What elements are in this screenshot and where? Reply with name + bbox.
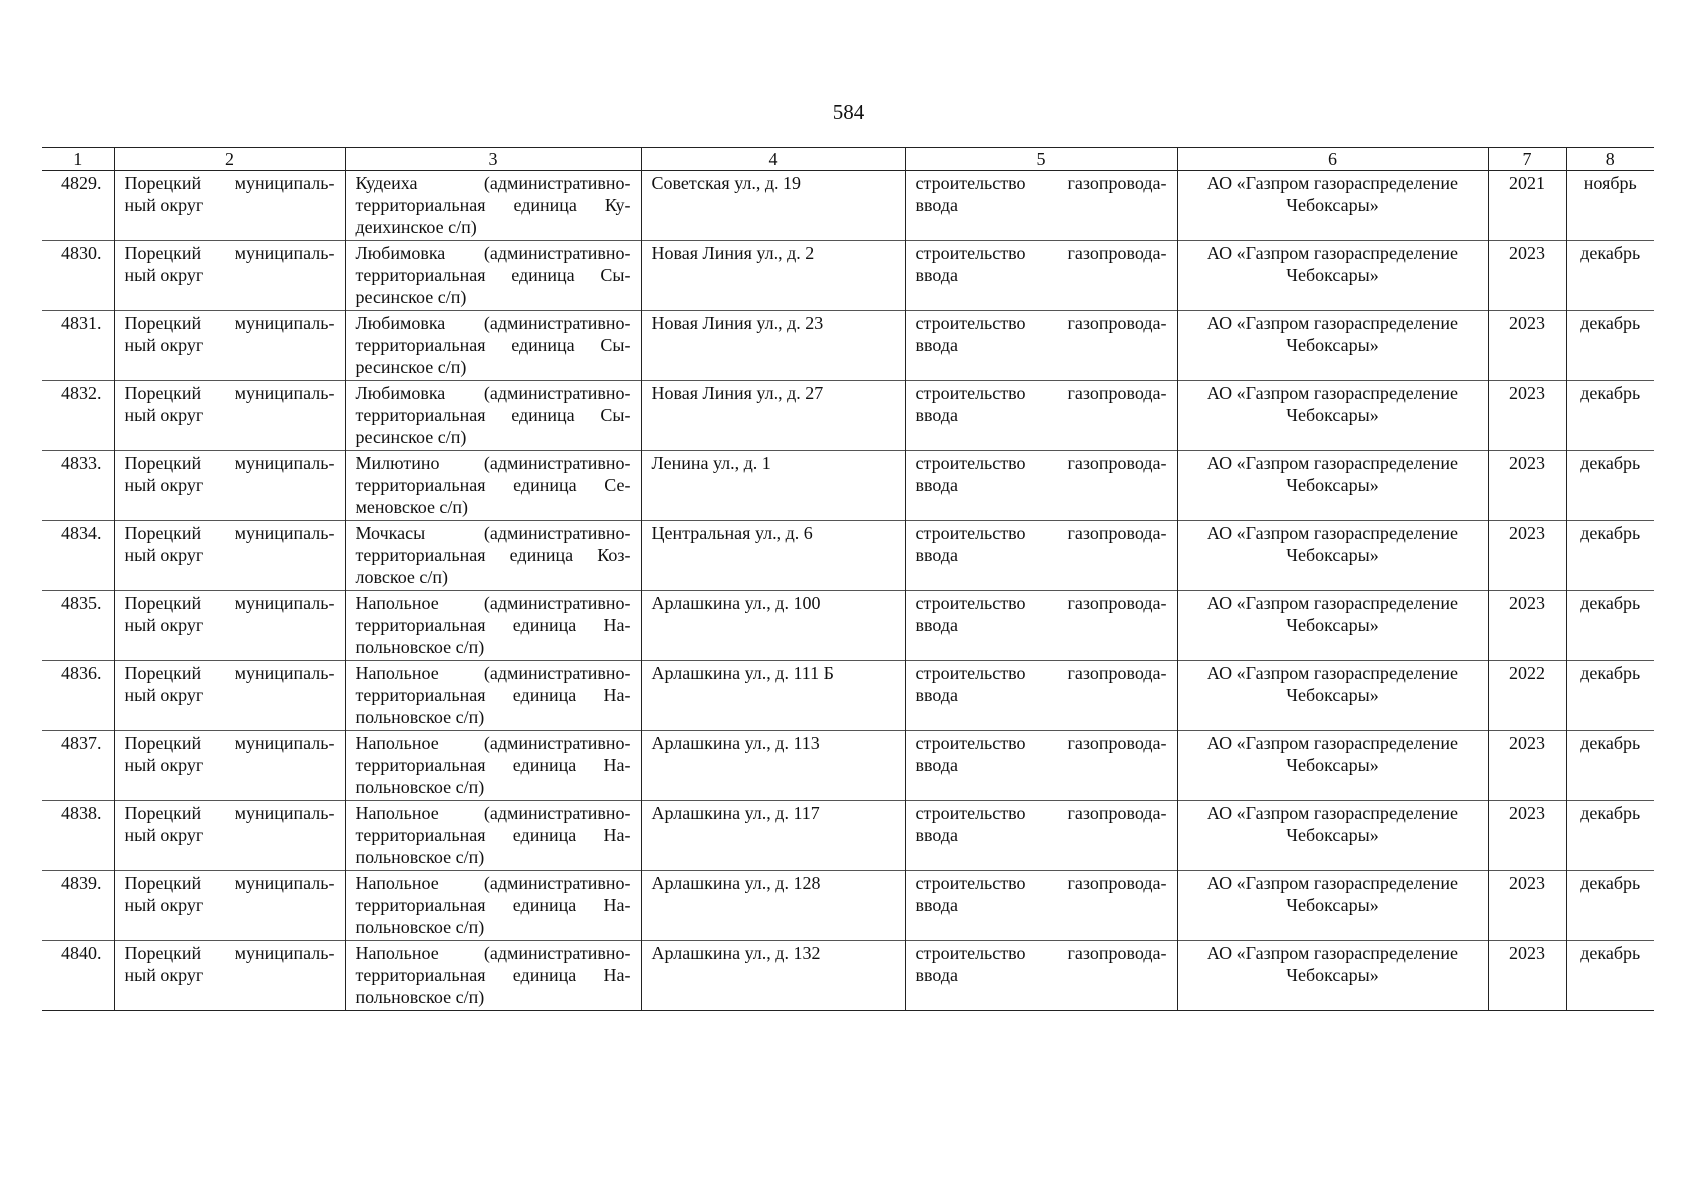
settlement-cell: Любимовка (административно-территориальная единица Сы-ресинское с/п) [345, 241, 641, 311]
organization-cell: АО «Газпром газораспределение Чебоксары» [1177, 171, 1488, 241]
address-cell: Арлашкина ул., д. 100 [641, 591, 905, 661]
address-cell: Советская ул., д. 19 [641, 171, 905, 241]
year-cell: 2021 [1488, 171, 1566, 241]
table-row [42, 941, 1654, 1011]
column-header: 4 [641, 148, 905, 171]
address-cell: Ленина ул., д. 1 [641, 451, 905, 521]
row-number: 4833. [42, 451, 114, 521]
work-type-cell: строительство газопровода-ввода [905, 311, 1177, 381]
work-type-cell: строительство газопровода-ввода [905, 521, 1177, 591]
work-type-cell: строительство газопровода-ввода [905, 941, 1177, 1011]
year-cell: 2023 [1488, 731, 1566, 801]
settlement-cell: Мочкасы (административно-территориальная единица Коз-ловское с/п) [345, 521, 641, 591]
table-row [42, 171, 1654, 241]
work-type-cell: строительство газопровода-ввода [905, 381, 1177, 451]
column-header: 6 [1177, 148, 1488, 171]
organization-cell: АО «Газпром газораспределение Чебоксары» [1177, 451, 1488, 521]
table-row [42, 661, 1654, 731]
row-number: 4836. [42, 661, 114, 731]
organization-cell: АО «Газпром газораспределение Чебоксары» [1177, 591, 1488, 661]
header-row [42, 148, 1654, 171]
settlement-cell: Напольное (административно-территориальная единица На-польновское с/п) [345, 731, 641, 801]
district-cell: Порецкий муниципаль-ный округ [114, 731, 345, 801]
column-header: 3 [345, 148, 641, 171]
year-cell: 2023 [1488, 591, 1566, 661]
year-cell: 2023 [1488, 241, 1566, 311]
column-header: 2 [114, 148, 345, 171]
organization-cell: АО «Газпром газораспределение Чебоксары» [1177, 241, 1488, 311]
month-cell: ноябрь [1566, 171, 1654, 241]
month-cell: декабрь [1566, 591, 1654, 661]
table-row [42, 521, 1654, 591]
month-cell: декабрь [1566, 311, 1654, 381]
row-number: 4839. [42, 871, 114, 941]
year-cell: 2023 [1488, 311, 1566, 381]
month-cell: декабрь [1566, 381, 1654, 451]
organization-cell: АО «Газпром газораспределение Чебоксары» [1177, 801, 1488, 871]
work-type-cell: строительство газопровода-ввода [905, 871, 1177, 941]
month-cell: декабрь [1566, 521, 1654, 591]
settlement-cell: Напольное (административно-территориальная единица На-польновское с/п) [345, 801, 641, 871]
organization-cell: АО «Газпром газораспределение Чебоксары» [1177, 871, 1488, 941]
row-number: 4837. [42, 731, 114, 801]
page-number: 584 [832, 100, 865, 124]
month-cell: декабрь [1566, 241, 1654, 311]
month-cell: декабрь [1566, 661, 1654, 731]
row-number: 4832. [42, 381, 114, 451]
work-type-cell: строительство газопровода-ввода [905, 661, 1177, 731]
row-number: 4835. [42, 591, 114, 661]
address-cell: Арлашкина ул., д. 113 [641, 731, 905, 801]
year-cell: 2022 [1488, 661, 1566, 731]
settlement-cell: Милютино (административно-территориальная единица Се-меновское с/п) [345, 451, 641, 521]
month-cell: декабрь [1566, 941, 1654, 1011]
district-cell: Порецкий муниципаль-ный округ [114, 801, 345, 871]
organization-cell: АО «Газпром газораспределение Чебоксары» [1177, 521, 1488, 591]
work-type-cell: строительство газопровода-ввода [905, 801, 1177, 871]
address-cell: Арлашкина ул., д. 128 [641, 871, 905, 941]
organization-cell: АО «Газпром газораспределение Чебоксары» [1177, 731, 1488, 801]
row-number: 4829. [42, 171, 114, 241]
row-number: 4834. [42, 521, 114, 591]
column-header: 8 [1566, 148, 1654, 171]
month-cell: декабрь [1566, 871, 1654, 941]
organization-cell: АО «Газпром газораспределение Чебоксары» [1177, 311, 1488, 381]
column-header: 1 [42, 148, 114, 171]
year-cell: 2023 [1488, 451, 1566, 521]
district-cell: Порецкий муниципаль-ный округ [114, 451, 345, 521]
district-cell: Порецкий муниципаль-ный округ [114, 941, 345, 1011]
year-cell: 2023 [1488, 801, 1566, 871]
month-cell: декабрь [1566, 801, 1654, 871]
table-header [42, 148, 1654, 171]
organization-cell: АО «Газпром газораспределение Чебоксары» [1177, 381, 1488, 451]
district-cell: Порецкий муниципаль-ный округ [114, 591, 345, 661]
district-cell: Порецкий муниципаль-ный округ [114, 381, 345, 451]
register-table [42, 147, 1654, 1011]
settlement-cell: Любимовка (административно-территориальная единица Сы-ресинское с/п) [345, 311, 641, 381]
column-header: 7 [1488, 148, 1566, 171]
district-cell: Порецкий муниципаль-ный округ [114, 661, 345, 731]
year-cell: 2023 [1488, 941, 1566, 1011]
table-body [42, 171, 1654, 1011]
table-row [42, 311, 1654, 381]
organization-cell: АО «Газпром газораспределение Чебоксары» [1177, 661, 1488, 731]
row-number: 4831. [42, 311, 114, 381]
settlement-cell: Напольное (административно-территориальная единица На-польновское с/п) [345, 661, 641, 731]
address-cell: Новая Линия ул., д. 23 [641, 311, 905, 381]
work-type-cell: строительство газопровода-ввода [905, 241, 1177, 311]
column-header: 5 [905, 148, 1177, 171]
work-type-cell: строительство газопровода-ввода [905, 731, 1177, 801]
table-row [42, 591, 1654, 661]
district-cell: Порецкий муниципаль-ный округ [114, 521, 345, 591]
work-type-cell: строительство газопровода-ввода [905, 591, 1177, 661]
district-cell: Порецкий муниципаль-ный округ [114, 171, 345, 241]
table-row [42, 731, 1654, 801]
address-cell: Центральная ул., д. 6 [641, 521, 905, 591]
district-cell: Порецкий муниципаль-ный округ [114, 311, 345, 381]
address-cell: Новая Линия ул., д. 27 [641, 381, 905, 451]
month-cell: декабрь [1566, 731, 1654, 801]
settlement-cell: Напольное (административно-территориальная единица На-польновское с/п) [345, 591, 641, 661]
work-type-cell: строительство газопровода-ввода [905, 451, 1177, 521]
row-number: 4830. [42, 241, 114, 311]
row-number: 4840. [42, 941, 114, 1011]
organization-cell: АО «Газпром газораспределение Чебоксары» [1177, 941, 1488, 1011]
settlement-cell: Напольное (административно-территориальная единица На-польновское с/п) [345, 871, 641, 941]
settlement-cell: Любимовка (административно-территориальная единица Сы-ресинское с/п) [345, 381, 641, 451]
work-type-cell: строительство газопровода-ввода [905, 171, 1177, 241]
year-cell: 2023 [1488, 871, 1566, 941]
district-cell: Порецкий муниципаль-ный округ [114, 871, 345, 941]
table-row [42, 871, 1654, 941]
year-cell: 2023 [1488, 381, 1566, 451]
address-cell: Новая Линия ул., д. 2 [641, 241, 905, 311]
year-cell: 2023 [1488, 521, 1566, 591]
table-row [42, 801, 1654, 871]
table-row [42, 451, 1654, 521]
row-number: 4838. [42, 801, 114, 871]
address-cell: Арлашкина ул., д. 111 Б [641, 661, 905, 731]
settlement-cell: Кудеиха (административно-территориальная единица Ку-деихинское с/п) [345, 171, 641, 241]
month-cell: декабрь [1566, 451, 1654, 521]
table-row [42, 381, 1654, 451]
settlement-cell: Напольное (административно-территориальная единица На-польновское с/п) [345, 941, 641, 1011]
address-cell: Арлашкина ул., д. 132 [641, 941, 905, 1011]
district-cell: Порецкий муниципаль-ный округ [114, 241, 345, 311]
table-row [42, 241, 1654, 311]
address-cell: Арлашкина ул., д. 117 [641, 801, 905, 871]
